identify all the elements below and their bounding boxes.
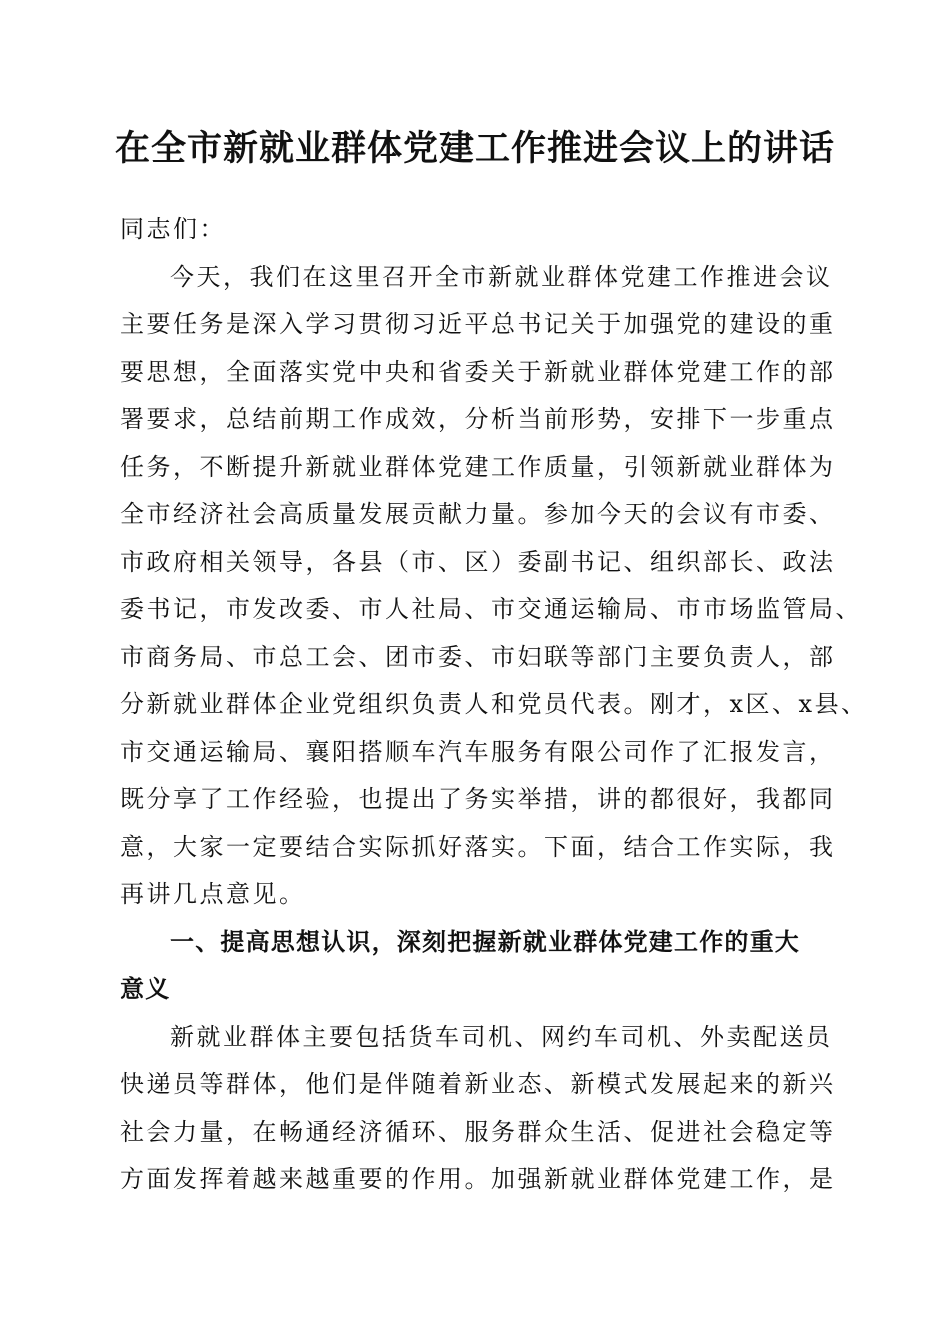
text-line: 新就业群体主要包括货车司机、网约车司机、外卖配送员 [170,1022,833,1051]
text-line: 主要任务是深入学习贯彻习近平总书记关于加强党的建设的重 [120,310,836,338]
document-body [120,206,868,1204]
text-line: 要思想，全面落实党中央和省委关于新就业群体党建工作的部 [120,357,836,386]
text-line: 快递员等群体，他们是伴随着新业态、新模式发展起来的新兴 [120,1070,836,1098]
document-title: 在全市新就业群体党建工作推进会议上的讲话 [114,128,835,169]
text-line: 市交通运输局、襄阳搭顺车汽车服务有限公司作了汇报发言， [120,737,836,766]
section-heading-line: 意义 [120,975,171,1003]
text-line: 今天，我们在这里召开全市新就业群体党建工作推进会议 [170,262,833,291]
text-line: 既分享了工作经验，也提出了务实举措，讲的都很好，我都同 [120,785,836,813]
text-line: 社会力量，在畅通经济循环、服务群众生活、促进社会稳定等 [120,1117,836,1146]
text-line: 全市经济社会高质量发展贡献力量。参加今天的会议有市委、 [120,500,836,528]
section-heading-line: 一、提高思想认识，深刻把握新就业群体党建工作的重大 [170,927,800,956]
text-line: 分新就业群体企业党组织负责人和党员代表。刚才，x区、x县、 [120,690,868,718]
text-line: 方面发挥着越来越重要的作用。加强新就业群体党建工作，是 [120,1165,836,1193]
text-line: 委书记，市发改委、市人社局、市交通运输局、市市场监管局、 [120,595,862,623]
salutation: 同志们： [120,215,226,243]
text-line: 意，大家一定要结合实际抓好落实。下面，结合工作实际，我 [120,832,836,861]
text-line: 市政府相关领导，各县（市、区）委副书记、组织部长、政法 [120,547,836,576]
text-line: 署要求，总结前期工作成效，分析当前形势，安排下一步重点 [120,405,836,433]
text-line: 再讲几点意见。 [120,880,306,908]
text-line: 市商务局、市总工会、团市委、市妇联等部门主要负责人，部 [120,642,836,671]
text-line: 任务，不断提升新就业群体党建工作质量，引领新就业群体为 [120,452,836,481]
paragraph-lines [120,254,868,1204]
